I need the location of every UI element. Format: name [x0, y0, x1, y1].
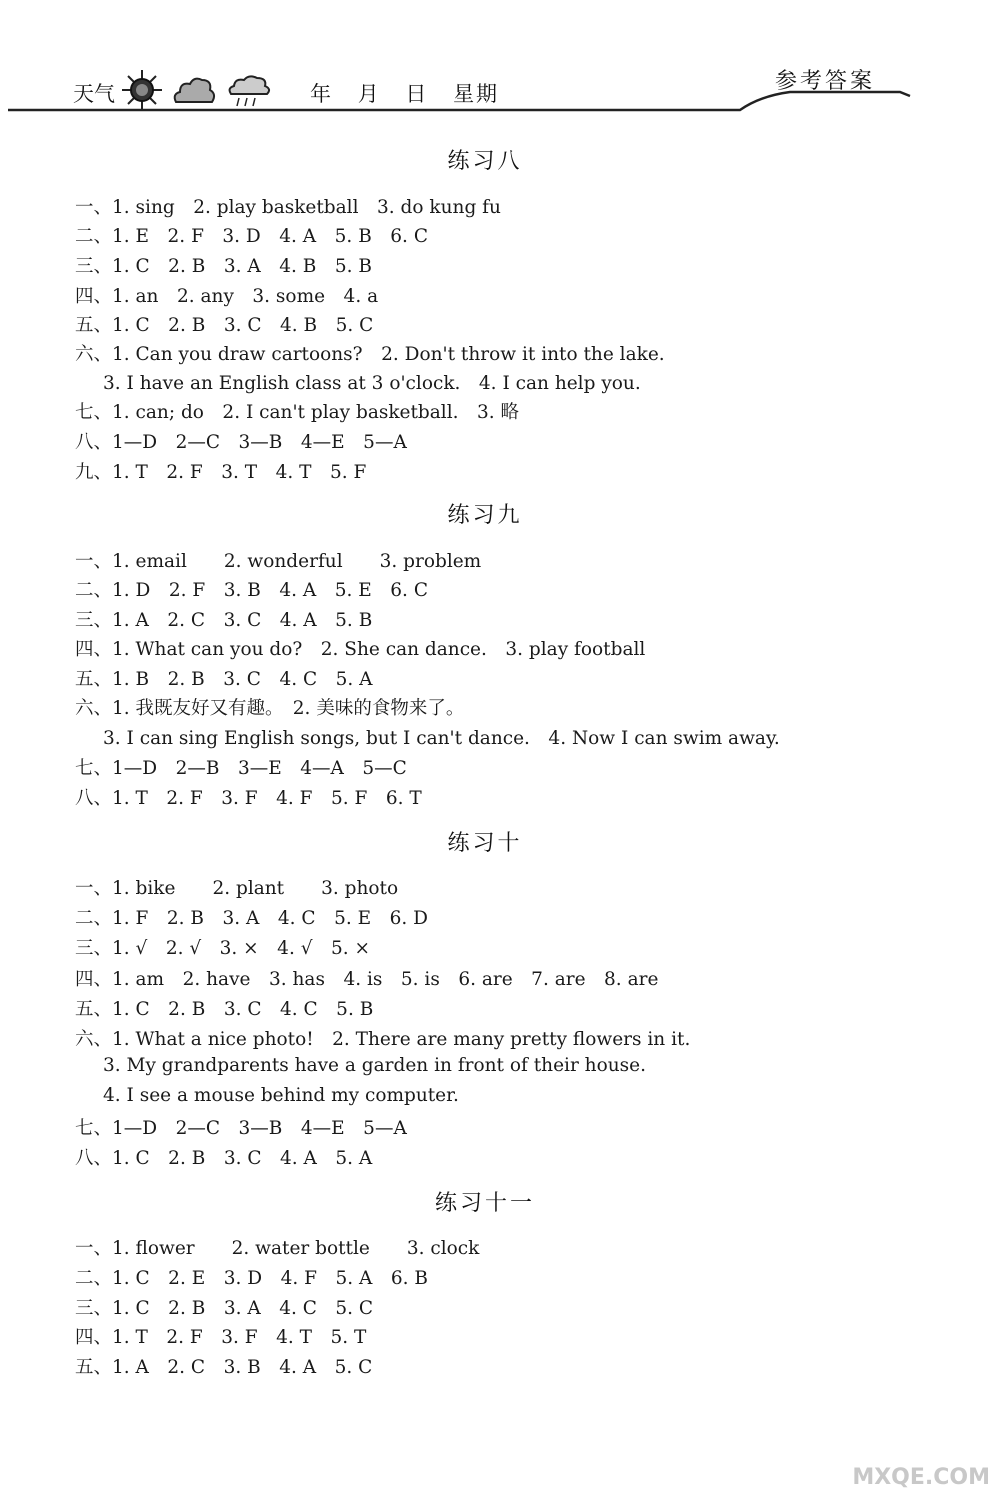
- answer-line: 七、1—D 2—C 3—B 4—E 5—A: [75, 1118, 407, 1139]
- answer-line: 四、1. What can you do? 2. She can dance. 3. play football: [75, 639, 646, 660]
- day-label: 日: [405, 82, 429, 106]
- cloud-icon: [170, 70, 218, 108]
- answer-line: 七、1. can; do 2. I can't play basketball. 3. 略: [75, 402, 520, 423]
- date-fields: [310, 78, 515, 108]
- answer-line: 3. I can sing English songs, but I can't dance. 4. Now I can swim away.: [103, 728, 780, 749]
- section-title: 练习八: [447, 149, 523, 174]
- answer-line: 四、1. an 2. any 3. some 4. a: [75, 286, 379, 307]
- answer-line: 一、1. sing 2. play basketball 3. do kung fu: [75, 197, 501, 218]
- answer-line: 六、1. What a nice photo! 2. There are many pretty flowers in it.: [75, 1029, 691, 1050]
- answer-line: 五、1. C 2. B 3. C 4. C 5. B: [75, 999, 374, 1020]
- answer-line: 三、1. C 2. B 3. A 4. C 5. C: [75, 1298, 374, 1319]
- answer-line: 3. I have an English class at 3 o'clock. 4. I can help you.: [103, 373, 641, 394]
- weekday-label: 星期: [453, 82, 500, 106]
- answer-line: 4. I see a mouse behind my computer.: [103, 1085, 459, 1106]
- answer-line: 六、1. Can you draw cartoons? 2. Don't throw it into the lake.: [75, 344, 665, 365]
- section-title: 练习十一: [434, 1191, 535, 1216]
- answer-line: 三、1. C 2. B 3. A 4. B 5. B: [75, 256, 372, 277]
- weather-label: 天气: [73, 82, 115, 106]
- answer-line: 三、1. A 2. C 3. C 4. A 5. B: [75, 610, 373, 631]
- answer-line: 九、1. T 2. F 3. T 4. T 5. F: [75, 462, 367, 483]
- answer-line: 二、1. F 2. B 3. A 4. C 5. E 6. D: [75, 908, 428, 929]
- answer-key-label: 参考答案: [775, 69, 876, 94]
- sun-icon: [120, 68, 164, 112]
- watermark: MXQE.COM: [852, 1465, 990, 1490]
- year-label: 年: [310, 82, 333, 106]
- answer-line: 四、1. T 2. F 3. F 4. T 5. T: [75, 1327, 367, 1348]
- answer-line: 一、1. flower 2. water bottle 3. clock: [75, 1238, 480, 1259]
- rain-cloud-icon: [225, 72, 275, 110]
- section-title: 练习九: [447, 503, 523, 528]
- answer-line: 一、1. email 2. wonderful 3. problem: [75, 551, 482, 572]
- answer-line: 二、1. E 2. F 3. D 4. A 5. B 6. C: [75, 226, 428, 247]
- answer-line: 二、1. D 2. F 3. B 4. A 5. E 6. C: [75, 580, 428, 601]
- month-label: 月: [357, 82, 381, 106]
- answer-line: 五、1. C 2. B 3. C 4. B 5. C: [75, 315, 374, 336]
- answer-line: 七、1—D 2—B 3—E 4—A 5—C: [75, 758, 407, 779]
- answer-line: 一、1. bike 2. plant 3. photo: [75, 878, 399, 899]
- page-header: [0, 0, 1000, 120]
- answer-line: 三、1. √ 2. √ 3. × 4. √ 5. ×: [75, 938, 371, 959]
- answer-line: 八、1. T 2. F 3. F 4. F 5. F 6. T: [75, 788, 422, 809]
- answer-line: 八、1—D 2—C 3—B 4—E 5—A: [75, 432, 407, 453]
- answer-line: 3. My grandparents have a garden in front of their house.: [103, 1055, 646, 1076]
- answer-line: 八、1. C 2. B 3. C 4. A 5. A: [75, 1148, 373, 1169]
- answer-line: 二、1. C 2. E 3. D 4. F 5. A 6. B: [75, 1268, 428, 1289]
- answer-line: 四、1. am 2. have 3. has 4. is 5. is 6. are 7. are 8. are: [75, 969, 659, 990]
- section-title: 练习十: [447, 831, 523, 856]
- answer-line: 五、1. A 2. C 3. B 4. A 5. C: [75, 1357, 373, 1378]
- answer-line: 六、1. 我既友好又有趣。 2. 美味的食物来了。: [75, 698, 465, 719]
- answer-line: 五、1. B 2. B 3. C 4. C 5. A: [75, 669, 373, 690]
